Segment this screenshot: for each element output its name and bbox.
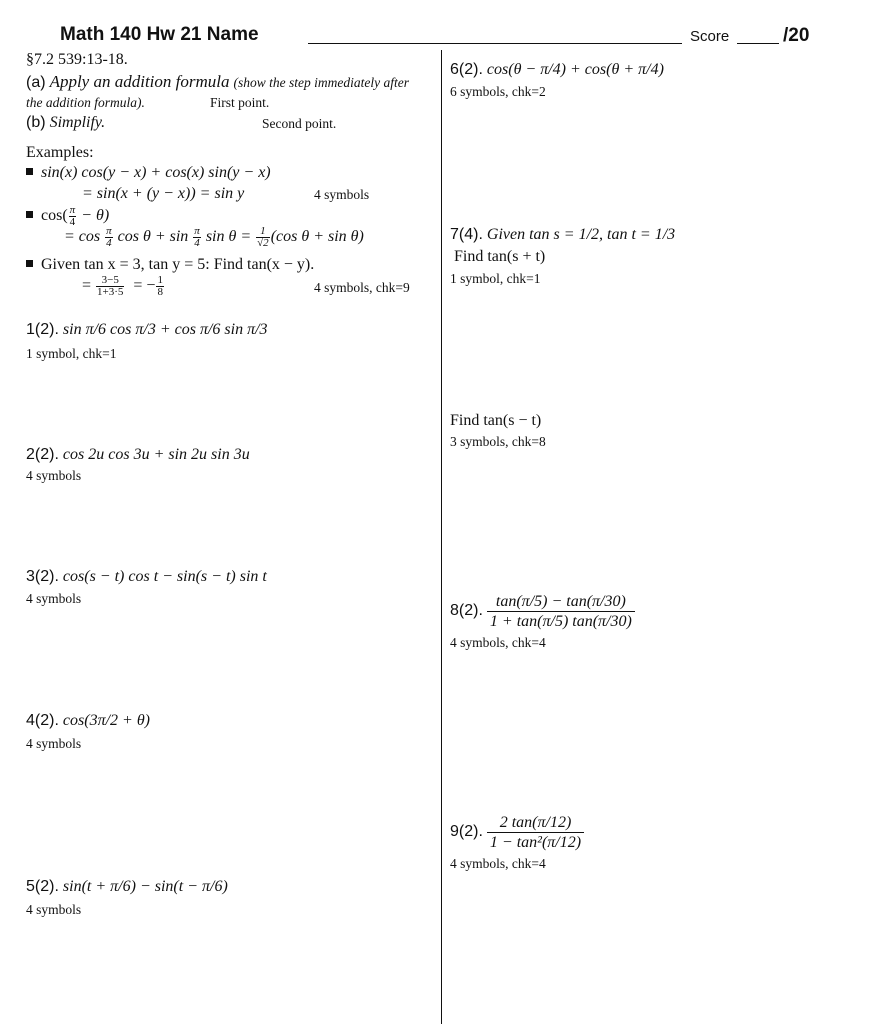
bullet-icon — [26, 168, 33, 175]
example-2-line-1: cos( $\frac{\pi}{4}$ − θ) — [26, 205, 109, 228]
problem-7-note: 1 symbol, chk=1 — [450, 271, 541, 286]
problem-6: 6(2). cos(θ − π/4) + cos(θ + π/4) — [450, 61, 664, 78]
instruction-b — [26, 114, 105, 132]
second-point-note: Second point. — [262, 116, 337, 131]
example-1-line-2: = sin(x + (y − x)) = sin y — [82, 185, 245, 202]
instruction-a-paren-cont: the addition formula). — [26, 95, 145, 110]
name-blank-line[interactable] — [308, 43, 682, 44]
first-point-note: First point. — [210, 95, 270, 110]
problem-7-sub: Find tan(s + t) — [454, 248, 546, 265]
example-1-note: 4 symbols — [314, 187, 370, 202]
problem-3-note: 4 symbols — [26, 591, 82, 606]
example-3-note: 4 symbols, chk=9 — [314, 280, 410, 295]
problem-6-note: 6 symbols, chk=2 — [450, 84, 546, 99]
problem-9-note: 4 symbols, chk=4 — [450, 856, 546, 871]
score-blank-line[interactable] — [737, 43, 779, 44]
column-divider — [441, 50, 442, 1024]
problem-3: 3(2). cos(s − t) cos t − sin(s − t) sin t — [26, 568, 267, 585]
instruction-a-label: (a) — [26, 74, 46, 91]
worksheet-title: Math 140 Hw 21 Name — [60, 24, 259, 45]
example-3-line-2: = $\frac{3-5}{1+3\cdot 5}$ = − $\frac{1}{8}$ — [82, 274, 163, 298]
problem-2: 2(2). cos 2u cos 3u + sin 2u sin 3u — [26, 446, 250, 463]
instruction-b-text: Simplify. — [49, 114, 106, 131]
problem-4: 4(2). cos(3π/2 + θ) — [26, 712, 151, 729]
problem-5: 5(2). sin(t + π/6) − sin(t − π/6) — [26, 878, 228, 895]
problem-7-part-2: Find tan(s − t) — [450, 412, 542, 429]
bullet-icon — [26, 260, 33, 267]
example-3-line-1: Given tan x = 3, tan y = 5: Find tan(x − y). — [26, 256, 314, 274]
instruction-a-text: Apply an addition formula — [49, 72, 230, 91]
bullet-icon — [26, 211, 33, 218]
problem-4-note: 4 symbols — [26, 736, 82, 751]
instruction-a-paren: (show the step immediately after — [233, 75, 409, 90]
problem-8-note: 4 symbols, chk=4 — [450, 635, 546, 650]
problem-9: 9(2). $\frac{2 \tan(\pi/12)}{\text{1 − tan²(π/12)}}$ — [450, 813, 584, 852]
problem-5-note: 4 symbols — [26, 902, 82, 917]
problem-7: 7(4). Given tan s = 1/2, tan t = 1/3 — [450, 226, 676, 243]
instruction-b-label: (b) — [26, 114, 46, 131]
problem-1: 1(2). sin π/6 cos π/3 + cos π/6 sin π/3 — [26, 321, 268, 338]
problem-7-part-2-note: 3 symbols, chk=8 — [450, 434, 546, 449]
instruction-a — [26, 72, 409, 92]
score-label: Score — [690, 28, 730, 45]
problem-2-note: 4 symbols — [26, 468, 82, 483]
score-total: /20 — [783, 25, 810, 46]
examples-heading: Examples: — [26, 144, 94, 161]
problem-8: 8(2). $\frac{\tan(\pi/5) - \tan(\pi/30)}{1 + \tan(\pi/5) \tan(\pi/30)}$ — [450, 592, 635, 631]
example-2-line-2: = cos $\frac{\pi}{4}$ cos θ + sin $\frac{\pi}{4}$ sin θ = $\frac{1}{√2}$ (cos θ + sin θ) — [64, 225, 364, 249]
problem-1-note: 1 symbol, chk=1 — [26, 346, 117, 361]
example-1-line-1: sin(x) cos(y − x) + cos(x) sin(y − x) — [26, 164, 271, 182]
section-reference: §7.2 539:13-18. — [26, 51, 128, 68]
